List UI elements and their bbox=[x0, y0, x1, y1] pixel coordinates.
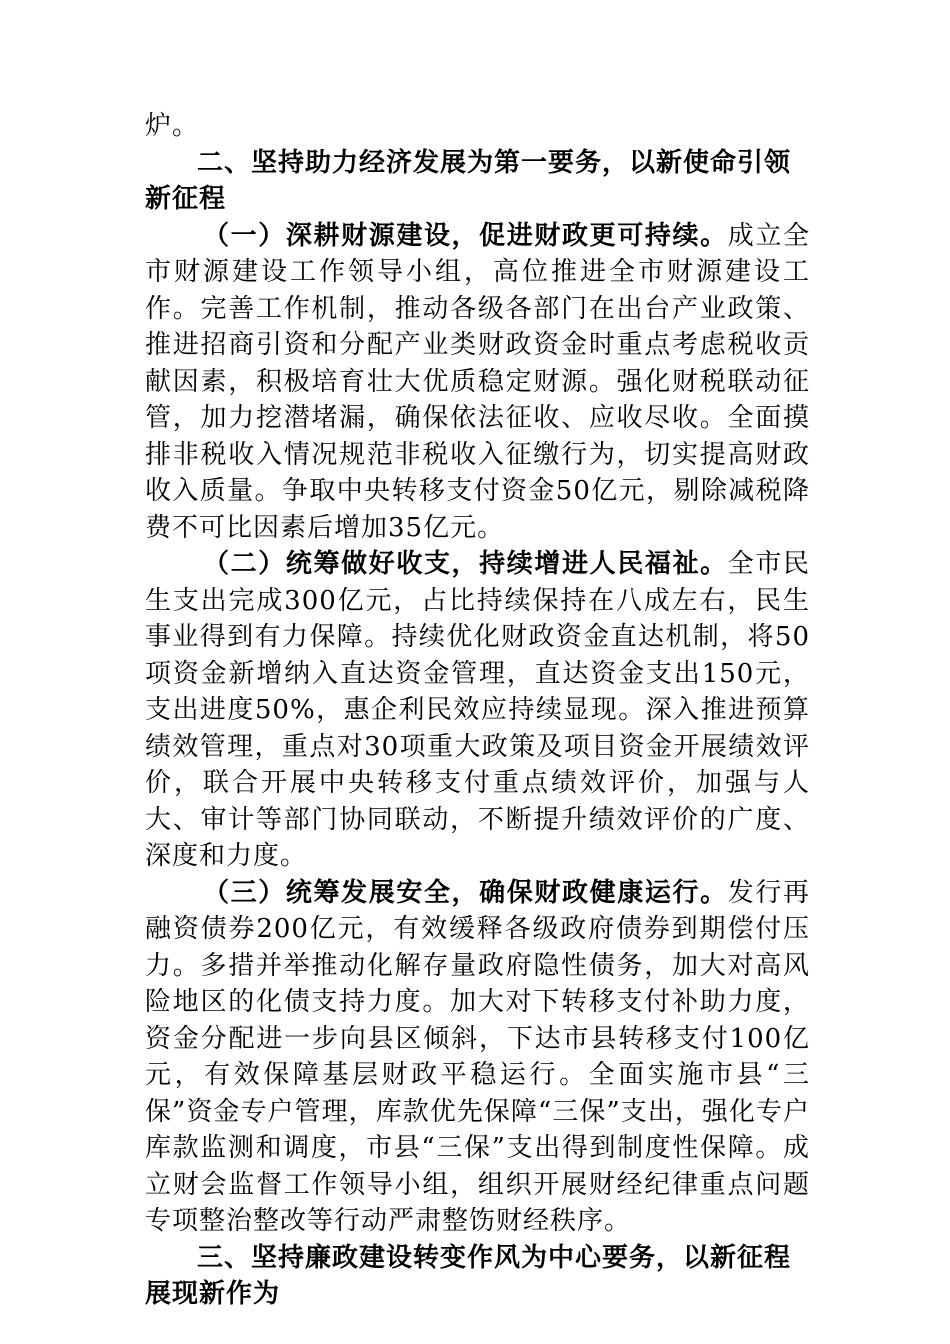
subsection-2-lead: （二）统筹做好收支，持续增进人民福祉。 bbox=[203, 549, 728, 579]
section-heading-3: 三、坚持廉政建设转变作风为中心要务，以新征程展现新作为 bbox=[145, 1242, 792, 1309]
document-body bbox=[145, 108, 810, 1313]
subsection-2-body: 全市民生支出完成300亿元，占比持续保持在八成左右，民生事业得到有力保障。持续优化财政资金直达机制，将50项资金新增纳入直达资金管理，直达资金支出150元，支出进度50%，惠企利民效应持续显现。深入推进预算绩效管理，重点对30项重大政策及项目资金开展绩效评价，联合开展中央转移支付重点绩效评价，加强与人大、审计等部门协同联动，不断提升绩效评价的广度、深度和力度。 bbox=[145, 549, 810, 871]
subsection-3 bbox=[145, 875, 810, 1240]
subsection-1 bbox=[145, 218, 810, 547]
subsection-3-body: 发行再融资债券200亿元，有效缓释各级政府债券到期偿付压力。多措并举推动化解存量政府隐性债务，加大对高风险地区的化债支持力度。加大对下转移支付补助力度，资金分配进一步向县区倾斜，下达市县转移支付100亿元，有效保障基层财政平稳运行。全面实施市县“三保”资金专户管理，库款优先保障“三保”支出，强化专户库款监测和调度，市县“三保”支出得到制度性保障。成立财会监督工作领导小组，组织开展财经纪律重点问题专项整治整改等行动严肃整饬财经秩序。 bbox=[145, 877, 810, 1236]
subsection-1-lead: （一）深耕财源建设，促进财政更可持续。 bbox=[203, 220, 728, 251]
subsection-2 bbox=[145, 546, 810, 875]
section-heading-2: 二、坚持助力经济发展为第一要务，以新使命引领新征程 bbox=[145, 147, 792, 214]
continuation-text: 炉。 bbox=[145, 111, 200, 141]
subsection-1-body: 成立全市财源建设工作领导小组，高位推进全市财源建设工作。完善工作机制，推动各级各部门在出台产业政策、推进招商引资和分配产业类财政资金时重点考虑税收贡献因素，积极培育壮大优质稳定财源。强化财税联动征管，加力挖潜堵漏，确保依法征收、应收尽收。全面摸排非税收入情况规范非税收入征缴行为，切实提高财政收入质量。争取中央转移支付资金50亿元，剔除减税降费不可比因素后增加35亿元。 bbox=[145, 220, 810, 543]
subsection-3-lead: （三）统筹发展安全，确保财政健康运行。 bbox=[203, 877, 728, 908]
